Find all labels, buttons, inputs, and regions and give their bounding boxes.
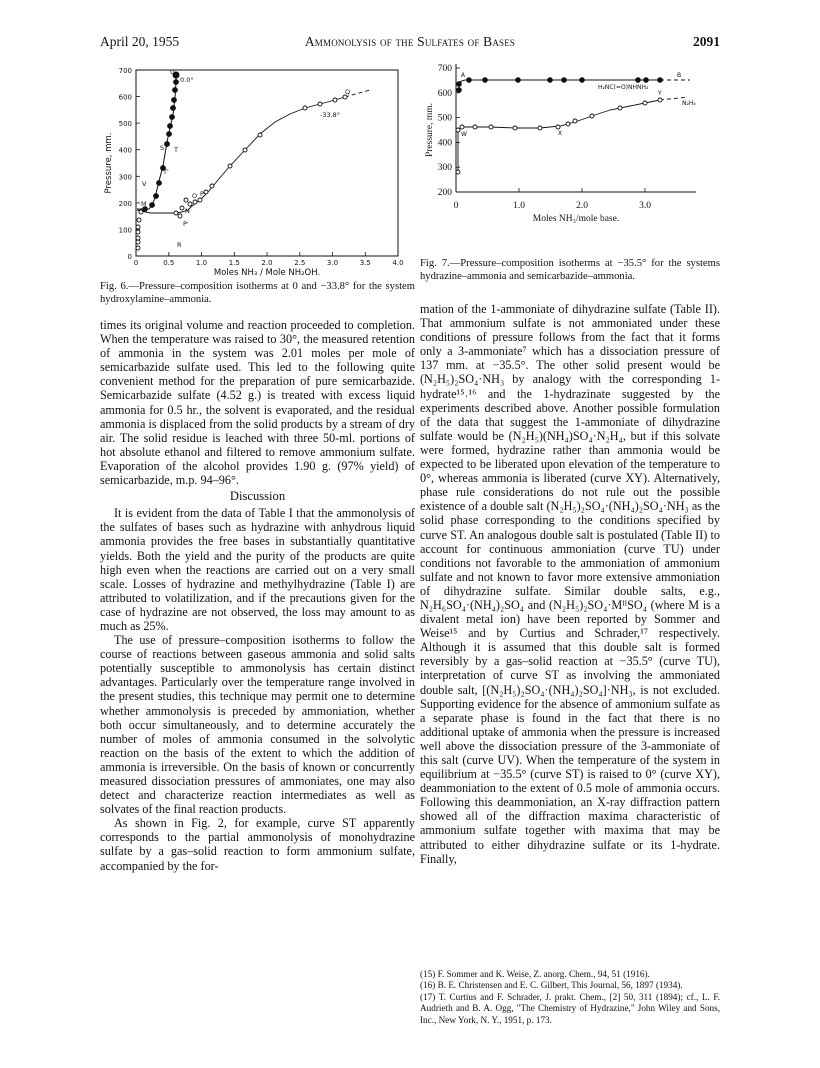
right-column: [420, 302, 720, 866]
f7-ytick: 500: [437, 113, 452, 124]
figure-7-caption: Fig. 7.—Pressure–composition isotherms at −35.5° for the systems hydrazine–ammonia and semicarbazide–ammonia.: [420, 258, 720, 282]
f7-curve-semicarbazide: [457, 78, 690, 93]
paragraph: times its original volume and reaction proceeded to completion. When the temperature was raised to 30°, the measured retention of ammonia in the system was 2.01 moles per mole of semicarbazide sulfate used. This led to the following quite convenient method for the preparation of pure semicarbazide. Semicarbazide sulfate (4.52 g.) is treated with excess liquid ammonia for 0.5 hr., the solvent is evaporated, and the residual ammonia is displaced from the solid products by a stream of dry air. The solid residue is leached with three 50-ml. portions of hot absolute ethanol and filtered to remove ammonium sulfate. Evaporation of the alcohol provides 1.90 g. (97% yield) of semicarbazide, m.p. 94–96°.: [100, 318, 415, 488]
figure-6: [100, 62, 415, 277]
f6-label-m: M: [141, 200, 147, 208]
paragraph: mation of the 1-ammoniate of dihydrazine sulfate (Table II). That ammonium sulfate is not ammoniated under these conditions of pressure follows from the fact that it forms only a 3-ammoniate⁷ which has a dissociation pressure of 137 mm. at −35.5°. The other solid present would be (N₂H₅)₂SO₄·NH₃ by analogy with the corresponding 1-hydrate¹⁵˒¹⁶ and the 1-hydrazinate suggested by the experiments described above. Another possible formulation of the data that suggest the 1-ammoniate of dihydrazine sulfate would be (N₂H₅)(NH₄)SO₄·N₂H₄, but if this solvate were formed, hydrazine rather than ammonia would be expected to be liberated upon elevation of the temperature to 0°, whereas ammonia is liberated (curve XY). Alternatively, phase rule considerations do not rule out the possible existence of a double salt (N₂H₅)₂SO₄·(NH₄)₂SO₄·NH₃ as the solid phase corresponding to the conditions specified by curve ST. An analogous double salt is postulated (Table II) to account for continuous ammoniation (curve TU) under conditions not favorable to the ammoniation of ammonium sulfate and not known to favor more extensive ammoniation of dihydrazine sulfate. Similar double salts, e.g., N₂H₆SO₄·(NH₄)₂SO₄ and (N₂H₅)₂SO₄·MᴵᴵSO₄ (where M is a divalent metal ion) have been reported by Sommer and Weise¹⁵ and by Curtius and Schrader,¹⁷ respectively. Although it is assumed that this double salt is formed reversibly by a gas–solid reaction at −35.5° (curve TU), interpretation of curve ST as involving the ammoniated double salt, [(N₂H₅)₂SO₄·(NH₄)₂SO₄]·NH₃, is not excluded. Supporting evidence for the absence of ammonium sulfate as a separate phase is found in the fact that there is no additional uptake of ammonia when the pressure is increased well above the dissociation pressure of the 3-ammoniate of this salt (curve UV). When the temperature of the system in equilibrium at −35.5° (curve ST) is raised to 0° (curve XY), deammoniation to the extent of 0.5 mole of ammonia occurs. Following this deammoniation, an X-ray diffraction pattern showed all of the diffraction maxima characteristic of ammonium sulfate together with maxima that may be attributed to either dihydrazine sulfate or its 1-hydrate. Finally,: [420, 302, 720, 866]
f7-label-w: W: [461, 131, 467, 138]
paragraph: It is evident from the data of Table I that the ammonolysis of the sulfates of bases such as hydrazine with anhydrous liquid ammonia provides the free bases in substantially quantitative yields. Both the yield and the purity of the products are quite high even when the reactions are carried out on a very small scale. Losses of hydrazine and methylhydrazine (Table I) are attributed to volatilization, and if the precautions given for the case of hydrazine are not observed, the loss may amount to as much as 25%.: [100, 506, 415, 633]
f6-label-pprime: P': [183, 220, 189, 228]
f6-xlabel: Moles NH₃ / Mole NH₂OH.: [213, 268, 321, 277]
f6-label-t: T: [174, 146, 178, 154]
f6-label-r: R: [177, 241, 182, 249]
figure-6-caption: Fig. 6.—Pressure–composition isotherms at 0 and −33.8° for the system hydroxylamine–ammonia.: [100, 281, 415, 305]
f7-label-a: A: [461, 72, 466, 79]
f6-curve-0deg: [137, 72, 179, 211]
f7-xtick: 1.0: [513, 201, 525, 211]
f6-xtick: 3.0: [326, 259, 339, 267]
f6-label-q: Q: [345, 88, 351, 96]
figure-7: [420, 60, 720, 256]
header-title: Ammonolysis of the Sulfates of Bases: [304, 34, 516, 49]
f6-label-s: S: [160, 144, 165, 152]
f6-xtick: 2.0: [261, 259, 273, 267]
f6-ytick: 500: [118, 120, 132, 129]
f6-ytick: 400: [118, 146, 132, 155]
f7-ytick: 200: [437, 188, 452, 198]
f6-xtick: 3.5: [359, 259, 371, 267]
f7-label-h2: N₂H₄: [682, 100, 696, 107]
f7-xtick: 2.0: [576, 201, 588, 211]
f7-ytick: 300: [437, 163, 452, 174]
f6-ytick: 600: [118, 93, 132, 102]
f6-label-u: U: [170, 68, 175, 76]
section-heading: Discussion: [229, 489, 286, 504]
f6-ytick: 200: [118, 199, 132, 208]
page-number: 2091: [693, 34, 720, 49]
f6-xtick: 0.5: [163, 259, 175, 267]
f6-ytick: 700: [118, 67, 132, 75]
reference-16: (16) B. E. Christensen and E. C. Gilbert, This Journal, 56, 1897 (1934).: [420, 980, 683, 991]
f7-label-y: Y: [658, 90, 662, 97]
figure-6-plot: [100, 62, 415, 277]
f6-label-o: O: [192, 192, 198, 200]
references: [420, 969, 720, 1026]
f7-xtick: 0: [453, 201, 459, 211]
f7-ytick: 600: [437, 88, 452, 99]
f7-ytick: 400: [437, 138, 452, 149]
paragraph: As shown in Fig. 2, for example, curve ST apparently corresponds to the partial ammonolysis of monohydrazine sulfate by a gas–solid reaction to form ammonium sulfate, accompanied by the for-: [100, 816, 415, 873]
paragraph: The use of pressure–composition isotherms to follow the course of reactions between gaseous ammonia and solid salts potentially susceptible to ammonolysis has certain distinct advantages. Particularly over the temperature range involved in the present studies, this technique may permit one to determine whether ammonolysis is preceded by ammoniation, whether both occur simultaneously, and to determine accurately the number of moles of ammonia consumed in the solvolytic reaction on the basis of the extent to which the addition of ammonia is irreversible. On the basis of known or concurrently measured dissociation pressures of ammoniates, one may also detect and characterize reaction intermediates as well as solvates of the final reaction products.: [100, 633, 415, 817]
f6-xtick: 0: [133, 259, 139, 267]
reference-15: (15) F. Sommer and K. Weise, Z. anorg. Chem., 94, 51 (1916).: [420, 969, 650, 979]
f7-label-x: X: [558, 130, 563, 137]
header-date: April 20, 1955: [100, 34, 180, 49]
f6-label-p: P: [200, 190, 204, 198]
f7-label-h1: H₂NC(=O)NHNH₂: [598, 84, 649, 91]
f7-curve-hydrazine: [456, 97, 688, 174]
f6-label-n: N: [185, 207, 190, 215]
f6-label-v: V: [142, 180, 147, 188]
f6-label-temp33: -33.8°: [320, 111, 341, 119]
reference-17: (17) T. Curtius and F. Schrader, J. prakt. Chem., [2] 50, 311 (1894); cf., L. F. Audrieth and B. A. Ogg, "The Chemistry of Hydrazine," John Wiley and Sons, Inc., New York, N. Y., 1951, p. 173.: [420, 991, 720, 1025]
f6-ytick: 300: [118, 173, 132, 182]
f7-xlabel: Moles NH₃/mole base.: [532, 214, 620, 224]
f6-ytick: 0: [127, 253, 132, 261]
f7-xtick: 3.0: [639, 201, 651, 211]
f7-ytick: 700: [437, 64, 452, 74]
f6-xtick: 1.5: [228, 259, 240, 267]
f7-ylabel: Pressure, mm.: [425, 102, 435, 158]
f6-label-temp0: 0.0°: [180, 76, 194, 84]
running-header: [100, 34, 720, 52]
f6-xtick: 1.0: [195, 259, 208, 267]
left-column: [100, 318, 415, 873]
f7-label-b: B: [677, 72, 682, 79]
figure-7-plot: [420, 60, 720, 256]
f6-xtick: 2.5: [294, 259, 306, 267]
f6-xtick: 4.0: [392, 259, 404, 267]
f6-ylabel: Pressure, mm.: [104, 132, 114, 194]
f6-label-tprime: T': [163, 168, 169, 176]
f6-ytick: 100: [118, 226, 132, 235]
